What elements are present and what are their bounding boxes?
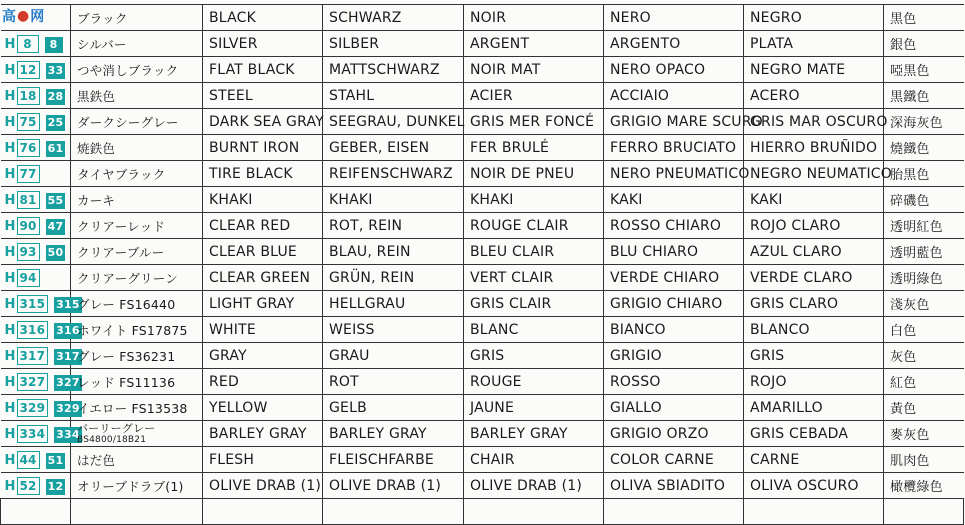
paint-code-cell bbox=[1, 421, 80, 447]
paint-code-cell bbox=[1, 57, 71, 83]
english-name: CLEAR BLUE bbox=[203, 239, 323, 265]
spanish-name: ROJO CLARO bbox=[744, 213, 884, 239]
table-row bbox=[1, 213, 964, 239]
italian-name: ACCIAIO bbox=[604, 83, 744, 109]
hobby-color-code: 77 bbox=[17, 165, 40, 183]
table-row bbox=[1, 343, 964, 369]
paint-code-cell bbox=[1, 83, 71, 109]
paint-code-cell bbox=[1, 31, 71, 57]
h-series-label: H bbox=[4, 114, 16, 130]
watermark-logo bbox=[2, 6, 74, 26]
german-name: FLEISCHFARBE bbox=[323, 447, 464, 473]
english-name: LIGHT GRAY bbox=[203, 291, 323, 317]
french-name: BARLEY GRAY bbox=[464, 421, 604, 447]
table-row bbox=[1, 31, 964, 57]
mr-color-code: 55 bbox=[47, 193, 64, 207]
english-name: CLEAR RED bbox=[203, 213, 323, 239]
logo-char-2: ● bbox=[17, 8, 30, 24]
japanese-name: ホワイト FS17875 bbox=[71, 317, 203, 343]
paint-code-cell bbox=[1, 291, 80, 317]
french-name: NOIR DE PNEU bbox=[464, 161, 604, 187]
italian-name: VERDE CHIARO bbox=[604, 265, 744, 291]
chinese-name: 燒鐵色 bbox=[884, 135, 964, 161]
hobby-color-code: 44 bbox=[17, 451, 40, 469]
english-name: STEEL bbox=[203, 83, 323, 109]
italian-name: NERO bbox=[604, 5, 744, 31]
h-series-label: H bbox=[4, 270, 16, 286]
chinese-name: 白色 bbox=[884, 317, 964, 343]
mr-color-code: 317 bbox=[56, 349, 80, 363]
hobby-color-code: 93 bbox=[17, 243, 40, 261]
japanese-name: クリアーレッド bbox=[71, 213, 203, 239]
french-name: FER BRULÉ bbox=[464, 135, 604, 161]
h-series-label: H bbox=[4, 218, 16, 234]
spanish-name: GRIS CLARO bbox=[744, 291, 884, 317]
german-name: GELB bbox=[323, 395, 464, 421]
japanese-name: グレー FS36231 bbox=[71, 343, 203, 369]
chinese-name: 深海灰色 bbox=[884, 109, 964, 135]
table-row bbox=[1, 83, 964, 109]
spanish-name: ROJO bbox=[744, 369, 884, 395]
french-name: GRIS MER FONCÉ bbox=[464, 109, 604, 135]
chinese-name: 麥灰色 bbox=[884, 421, 964, 447]
english-name: SILVER bbox=[203, 31, 323, 57]
japanese-name-standard: BS4800/18B21 bbox=[77, 434, 147, 445]
french-name: BLANC bbox=[464, 317, 604, 343]
spanish-name: KAKI bbox=[744, 187, 884, 213]
table-row bbox=[1, 421, 964, 447]
empty-cell bbox=[884, 499, 964, 525]
empty-cell bbox=[203, 499, 323, 525]
hobby-color-code: 315 bbox=[17, 295, 49, 313]
hobby-color-code: 334 bbox=[17, 425, 49, 443]
english-name: BURNT IRON bbox=[203, 135, 323, 161]
japanese-name: タイヤブラック bbox=[71, 161, 203, 187]
h-series-label: H bbox=[4, 322, 16, 338]
hobby-color-code: 329 bbox=[17, 399, 49, 417]
paint-code-cell bbox=[1, 187, 71, 213]
spanish-name: GRIS CEBADA bbox=[744, 421, 884, 447]
chinese-name: 透明藍色 bbox=[884, 239, 964, 265]
french-name: NOIR bbox=[464, 5, 604, 31]
english-name: FLESH bbox=[203, 447, 323, 473]
hobby-color-code: 90 bbox=[17, 217, 40, 235]
japanese-name: カーキ bbox=[71, 187, 203, 213]
chinese-name: 橄欖綠色 bbox=[884, 473, 964, 499]
spanish-name: PLATA bbox=[744, 31, 884, 57]
japanese-name: クリアーブルー bbox=[71, 239, 203, 265]
french-name: OLIVE DRAB (1) bbox=[464, 473, 604, 499]
mr-color-code: 50 bbox=[47, 245, 64, 259]
h-series-label: H bbox=[4, 426, 16, 442]
german-name: ROT, REIN bbox=[323, 213, 464, 239]
paint-code-cell bbox=[1, 473, 71, 499]
french-name: KHAKI bbox=[464, 187, 604, 213]
h-series-label: H bbox=[4, 62, 16, 78]
mr-color-code: 51 bbox=[47, 453, 64, 467]
h-series-label: H bbox=[4, 478, 16, 494]
english-name: RED bbox=[203, 369, 323, 395]
empty-cell bbox=[323, 499, 464, 525]
japanese-name: グレー FS16440 bbox=[71, 291, 203, 317]
paint-code-cell bbox=[1, 265, 71, 291]
german-name: HELLGRAU bbox=[323, 291, 464, 317]
spanish-name: NEGRO NEUMATICO bbox=[744, 161, 884, 187]
hobby-color-code: 18 bbox=[17, 87, 40, 105]
italian-name: OLIVA SBIADITO bbox=[604, 473, 744, 499]
english-name: YELLOW bbox=[203, 395, 323, 421]
table-row bbox=[1, 369, 964, 395]
chinese-name: 黒鐵色 bbox=[884, 83, 964, 109]
h-series-label: H bbox=[4, 296, 16, 312]
french-name: GRIS bbox=[464, 343, 604, 369]
italian-name: GIALLO bbox=[604, 395, 744, 421]
mr-color-code: 316 bbox=[56, 323, 80, 337]
japanese-name: 黒鉄色 bbox=[71, 83, 203, 109]
chinese-name: 肌肉色 bbox=[884, 447, 964, 473]
english-name: CLEAR GREEN bbox=[203, 265, 323, 291]
empty-cell bbox=[604, 499, 744, 525]
spanish-name: AZUL CLARO bbox=[744, 239, 884, 265]
table-row bbox=[1, 5, 964, 31]
mr-color-code: 28 bbox=[47, 89, 64, 103]
paint-code-cell bbox=[1, 369, 80, 395]
table-row bbox=[1, 317, 964, 343]
german-name: OLIVE DRAB (1) bbox=[323, 473, 464, 499]
english-name: WHITE bbox=[203, 317, 323, 343]
table-row bbox=[1, 135, 964, 161]
english-name: BLACK bbox=[203, 5, 323, 31]
hobby-color-code: 327 bbox=[17, 373, 49, 391]
spanish-name: AMARILLO bbox=[744, 395, 884, 421]
german-name: REIFENSCHWARZ bbox=[323, 161, 464, 187]
japanese-name: イエロー FS13538 bbox=[71, 395, 203, 421]
chinese-name: 黒色 bbox=[884, 5, 964, 31]
italian-name: GRIGIO ORZO bbox=[604, 421, 744, 447]
english-name: GRAY bbox=[203, 343, 323, 369]
chinese-name: 淺灰色 bbox=[884, 291, 964, 317]
german-name: SEEGRAU, DUNKEL bbox=[323, 109, 464, 135]
mr-color-code: 329 bbox=[56, 401, 80, 415]
logo-char-3: 网 bbox=[30, 9, 45, 25]
hobby-color-code: 12 bbox=[17, 61, 40, 79]
english-name: TIRE BLACK bbox=[203, 161, 323, 187]
hobby-color-code: 8 bbox=[17, 35, 39, 53]
hobby-color-code: 94 bbox=[17, 269, 40, 287]
german-name: STAHL bbox=[323, 83, 464, 109]
french-name: ROUGE bbox=[464, 369, 604, 395]
italian-name: ROSSO bbox=[604, 369, 744, 395]
spanish-name: GRIS MAR OSCURO bbox=[744, 109, 884, 135]
h-series-label: H bbox=[4, 348, 16, 364]
mr-color-code: 25 bbox=[47, 115, 64, 129]
italian-name: GRIGIO CHIARO bbox=[604, 291, 744, 317]
chinese-name: 胎黒色 bbox=[884, 161, 964, 187]
paint-code-cell bbox=[1, 109, 71, 135]
italian-name: FERRO BRUCIATO bbox=[604, 135, 744, 161]
h-series-label: H bbox=[4, 36, 16, 52]
spanish-name: OLIVA OSCURO bbox=[744, 473, 884, 499]
italian-name: BIANCO bbox=[604, 317, 744, 343]
french-name: ACIER bbox=[464, 83, 604, 109]
h-series-label: H bbox=[4, 244, 16, 260]
table-row bbox=[1, 473, 964, 499]
empty-cell bbox=[744, 499, 884, 525]
paint-code-cell bbox=[1, 447, 71, 473]
spanish-name: NEGRO MATE bbox=[744, 57, 884, 83]
h-series-label: H bbox=[4, 452, 16, 468]
japanese-name: クリアーグリーン bbox=[71, 265, 203, 291]
table-row-partial bbox=[1, 499, 964, 525]
paint-code-cell bbox=[1, 161, 71, 187]
hobby-color-code: 317 bbox=[17, 347, 49, 365]
h-series-label: H bbox=[4, 88, 16, 104]
table-body bbox=[1, 5, 964, 525]
japanese-name: つや消しブラック bbox=[71, 57, 203, 83]
spanish-name: CARNE bbox=[744, 447, 884, 473]
chinese-name: 銀色 bbox=[884, 31, 964, 57]
table-row bbox=[1, 265, 964, 291]
german-name: SCHWARZ bbox=[323, 5, 464, 31]
italian-name: BLU CHIARO bbox=[604, 239, 744, 265]
mr-color-code: 334 bbox=[56, 427, 80, 441]
italian-name: NERO OPACO bbox=[604, 57, 744, 83]
spanish-name: HIERRO BRUÑIDO bbox=[744, 135, 884, 161]
h-series-label: H bbox=[4, 192, 16, 208]
italian-name: ROSSO CHIARO bbox=[604, 213, 744, 239]
english-name: FLAT BLACK bbox=[203, 57, 323, 83]
italian-name: ARGENTO bbox=[604, 31, 744, 57]
empty-cell bbox=[1, 499, 71, 525]
paint-code-cell bbox=[1, 213, 71, 239]
japanese-name: 焼鉄色 bbox=[71, 135, 203, 161]
english-name: OLIVE DRAB (1) bbox=[203, 473, 323, 499]
empty-cell bbox=[464, 499, 604, 525]
french-name: ROUGE CLAIR bbox=[464, 213, 604, 239]
hobby-color-code: 316 bbox=[17, 321, 49, 339]
hobby-color-code: 81 bbox=[17, 191, 40, 209]
paint-code-cell bbox=[1, 239, 71, 265]
mr-color-code: 12 bbox=[47, 479, 64, 493]
japanese-name: レッド FS11136 bbox=[71, 369, 203, 395]
table-row bbox=[1, 447, 964, 473]
mr-color-code: 47 bbox=[47, 219, 64, 233]
japanese-name-main: バーリーグレー bbox=[77, 421, 156, 435]
german-name: WEISS bbox=[323, 317, 464, 343]
japanese-name bbox=[71, 421, 203, 447]
english-name: BARLEY GRAY bbox=[203, 421, 323, 447]
mr-color-code: 61 bbox=[47, 141, 64, 155]
chinese-name: 灰色 bbox=[884, 343, 964, 369]
chinese-name: 黃色 bbox=[884, 395, 964, 421]
german-name: GRAU bbox=[323, 343, 464, 369]
english-name: DARK SEA GRAY bbox=[203, 109, 323, 135]
mr-color-code: 33 bbox=[47, 63, 64, 77]
table-row bbox=[1, 291, 964, 317]
h-series-label: H bbox=[4, 166, 16, 182]
spanish-name: ACERO bbox=[744, 83, 884, 109]
table-row bbox=[1, 187, 964, 213]
h-series-label: H bbox=[4, 374, 16, 390]
french-name: NOIR MAT bbox=[464, 57, 604, 83]
french-name: VERT CLAIR bbox=[464, 265, 604, 291]
empty-cell bbox=[71, 499, 203, 525]
german-name: GEBER, EISEN bbox=[323, 135, 464, 161]
chinese-name: 碎磯色 bbox=[884, 187, 964, 213]
table-row bbox=[1, 239, 964, 265]
chinese-name: 透明紅色 bbox=[884, 213, 964, 239]
chinese-name: 透明綠色 bbox=[884, 265, 964, 291]
japanese-name: オリーブドラブ(1) bbox=[71, 473, 203, 499]
french-name: CHAIR bbox=[464, 447, 604, 473]
chinese-name: 紅色 bbox=[884, 369, 964, 395]
japanese-name: ブラック bbox=[71, 5, 203, 31]
italian-name: GRIGIO bbox=[604, 343, 744, 369]
japanese-name: シルバー bbox=[71, 31, 203, 57]
german-name: SILBER bbox=[323, 31, 464, 57]
chinese-name: 啞黒色 bbox=[884, 57, 964, 83]
german-name: BLAU, REIN bbox=[323, 239, 464, 265]
japanese-name: ダークシーグレー bbox=[71, 109, 203, 135]
table-row bbox=[1, 109, 964, 135]
italian-name: COLOR CARNE bbox=[604, 447, 744, 473]
italian-name: GRIGIO MARE SCURO bbox=[604, 109, 744, 135]
french-name: GRIS CLAIR bbox=[464, 291, 604, 317]
hobby-color-code: 52 bbox=[17, 477, 40, 495]
h-series-label: H bbox=[4, 140, 16, 156]
paint-code-cell bbox=[1, 395, 80, 421]
spanish-name: GRIS bbox=[744, 343, 884, 369]
french-name: ARGENT bbox=[464, 31, 604, 57]
german-name: KHAKI bbox=[323, 187, 464, 213]
hobby-color-code: 75 bbox=[17, 113, 40, 131]
paint-color-table bbox=[0, 4, 964, 525]
german-name: GRÜN, REIN bbox=[323, 265, 464, 291]
paint-code-cell bbox=[1, 317, 80, 343]
hobby-color-code: 76 bbox=[17, 139, 40, 157]
table-row bbox=[1, 161, 964, 187]
logo-char-1: 高 bbox=[2, 9, 16, 25]
table-row bbox=[1, 395, 964, 421]
h-series-label: H bbox=[4, 400, 16, 416]
spanish-name: BLANCO bbox=[744, 317, 884, 343]
french-name: JAUNE bbox=[464, 395, 604, 421]
table-row bbox=[1, 57, 964, 83]
spanish-name: VERDE CLARO bbox=[744, 265, 884, 291]
spanish-name: NEGRO bbox=[744, 5, 884, 31]
mr-color-code: 315 bbox=[56, 297, 80, 311]
paint-code-cell bbox=[1, 343, 80, 369]
french-name: BLEU CLAIR bbox=[464, 239, 604, 265]
paint-code-cell bbox=[1, 135, 71, 161]
german-name: BARLEY GRAY bbox=[323, 421, 464, 447]
japanese-name: はだ色 bbox=[71, 447, 203, 473]
italian-name: KAKI bbox=[604, 187, 744, 213]
mr-color-code: 327 bbox=[56, 375, 80, 389]
italian-name: NERO PNEUMATICO bbox=[604, 161, 744, 187]
german-name: MATTSCHWARZ bbox=[323, 57, 464, 83]
german-name: ROT bbox=[323, 369, 464, 395]
english-name: KHAKI bbox=[203, 187, 323, 213]
mr-color-code: 8 bbox=[45, 37, 63, 53]
